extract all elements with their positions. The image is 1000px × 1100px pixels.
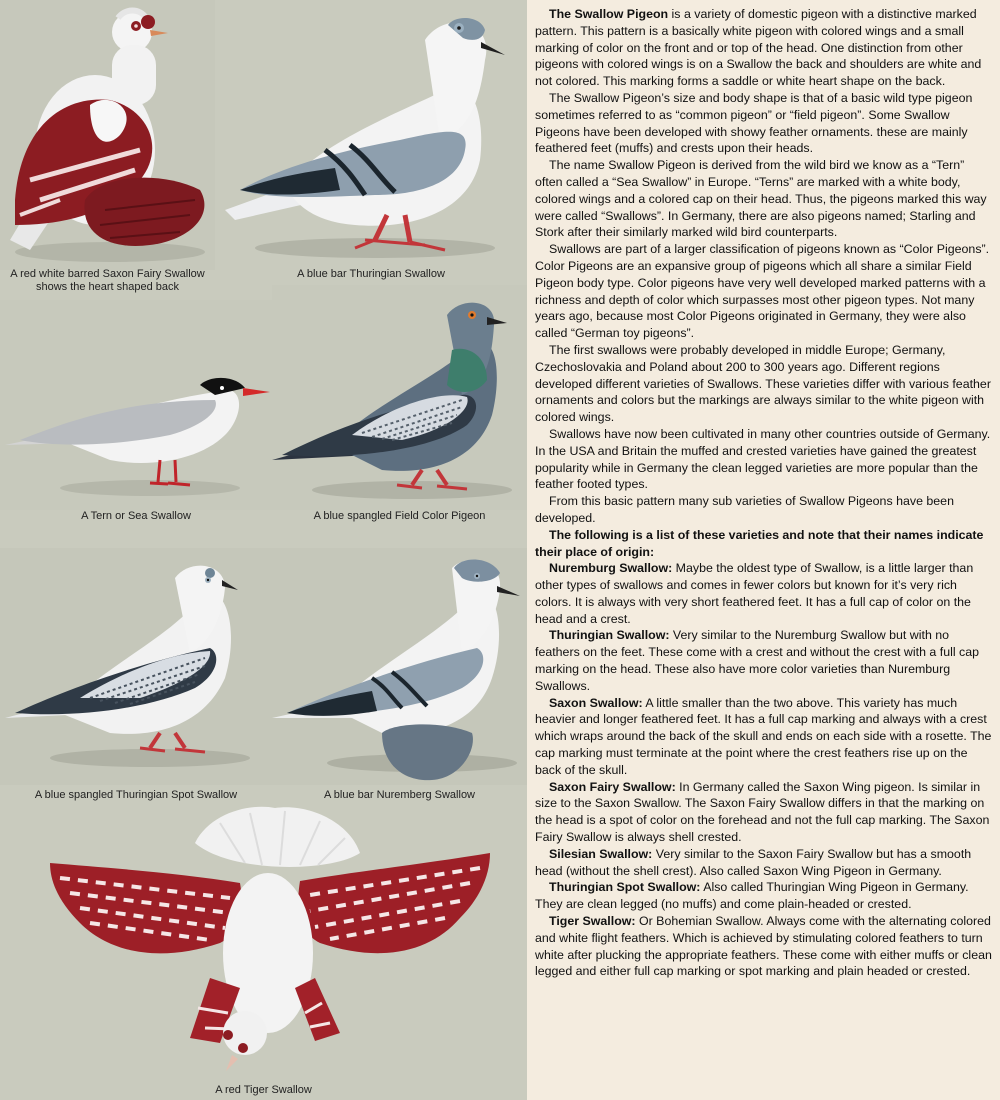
paragraph-intro bbox=[535, 6, 995, 90]
caption-field-color-pigeon: A blue spangled Field Color Pigeon bbox=[313, 510, 486, 522]
variety-desc: A little smaller than the two above. This variety has much heavier and longer feathered feet. It has a full cap marking and always with a crest which wraps around the back of the skull and ends on each side with a rosette. The cap marking must terminate at the point where the crest feathers rise up on the back of the skull. bbox=[535, 695, 992, 777]
illustration-thuringian-spot-swallow bbox=[0, 548, 272, 785]
variety-tiger bbox=[535, 913, 995, 980]
illustration-saxon-fairy-swallow bbox=[0, 0, 215, 270]
paragraph-sub-varieties: From this basic pattern many sub varieties of Swallow Pigeons have been developed. bbox=[535, 494, 954, 525]
caption-thuringian-swallow: A blue bar Thuringian Swallow bbox=[297, 268, 445, 280]
article-text bbox=[535, 6, 995, 1096]
illustration-tern bbox=[0, 300, 272, 510]
variety-thuringian bbox=[535, 627, 995, 694]
caption-tiger-swallow: A red Tiger Swallow bbox=[215, 1084, 312, 1096]
variety-desc: Also called Thuringian Wing Pigeon in Germany. They are clean legged (no muffs) and come plain-headed or crested. bbox=[535, 880, 969, 912]
list-intro-bold: The following is a list of these varieties and note that their names indicate their place of origin: bbox=[535, 527, 984, 559]
variety-desc: Or Bohemian Swallow. Always come with the alternating colored and white flight feathers. Which is achieved by stimulating colored feathers to turn white after plucking the appropriate feathers. These come with either muffs or clean legged and either full cap marking or spot marking and plain headed or crested. bbox=[535, 914, 992, 979]
variety-thuringian-spot bbox=[535, 879, 995, 913]
variety-silesian bbox=[535, 846, 995, 880]
caption-thuringian-spot-swallow: A blue spangled Thuringian Spot Swallow bbox=[34, 789, 238, 801]
paragraph-size: The Swallow Pigeon’s size and body shape is that of a basic wild type pigeon sometimes referred to as “common pigeon” or “field pigeon”. Some Swallow Pigeons have been developed with showy feather ornaments. these are mainly feathered feet (muffs) and crests upon their heads. bbox=[535, 90, 973, 156]
illustration-tiger-swallow bbox=[0, 803, 527, 1078]
illustration-nuremberg-swallow bbox=[272, 548, 527, 785]
variety-desc: Very similar to the Saxon Fairy Swallow but has a smooth head (without the shell crest). Also called Saxon Wing Pigeon in Germany. bbox=[535, 846, 972, 878]
paragraph-name-origin: The name Swallow Pigeon is derived from the wild bird we know as a “Tern” often called a “Sea Swallow” in Europe. “Terns” are marked with a white body, colored wings and a colored cap on their head. Thus, the pigeons marked this way were called “Swallows”. In Germany, there are also pigeons named; Starling and Stork after their similarly marked wild bird counterparts. bbox=[535, 158, 987, 240]
paragraph-cultivation: Swallows have now been cultivated in many other countries outside of Germany. In the USA and Britain the muffed and crested varieties have gained the greatest popularity while in Germany the clean legged varieties are more popular than the feather footed types. bbox=[535, 426, 991, 492]
paragraph-list-intro bbox=[535, 527, 995, 561]
caption-saxon-fairy-swallow-line2: shows the heart shaped back bbox=[35, 281, 180, 293]
caption-nuremberg-swallow: A blue bar Nuremberg Swallow bbox=[323, 789, 476, 801]
variety-name: Silesian Swallow: bbox=[549, 846, 653, 861]
paragraph-color-pigeons: Swallows are part of a larger classification of pigeons known as “Color Pigeons”. Color Pigeons are an expansive group of pigeons which all share a similar Field Pigeon body type. Color pigeons have very well developed marked patterns with a richness and depth of color which surpasses most other pigeon types. Not many years ago, because most Color Pigeons originated in Germany, they were also called “German toy pigeons”. bbox=[535, 242, 990, 341]
variety-name: Saxon Fairy Swallow: bbox=[549, 779, 676, 794]
caption-saxon-fairy-swallow-line1: A red white barred Saxon Fairy Swallow bbox=[10, 268, 205, 280]
variety-saxon-fairy bbox=[535, 779, 995, 846]
variety-desc: Very similar to the Nuremburg Swallow but with no feathers on the feet. These come with a crest and without the crest with a full cap marking on the head. These also have more color varieties than Nuremburg Swallows. bbox=[535, 628, 980, 693]
variety-name: Saxon Swallow: bbox=[549, 695, 643, 710]
variety-saxon bbox=[535, 695, 995, 779]
intro-lead: The Swallow Pigeon bbox=[549, 7, 669, 21]
variety-desc: In Germany called the Saxon Wing pigeon. Is similar in size to the Saxon Swallow. The Saxon Fairy Swallow differs in that the marking on the head is a spot of color on the forehead and not the full cap marking. The Saxon Fairy Swallow is always shell crested. bbox=[535, 779, 990, 845]
variety-name: Thuringian Spot Swallow: bbox=[549, 880, 701, 895]
variety-name: Nuremburg Swallow: bbox=[549, 561, 673, 576]
variety-name: Tiger Swallow: bbox=[549, 914, 636, 929]
paragraph-history: The first swallows were probably developed in middle Europe; Germany, Czechoslovakia and Poland about 200 to 300 years ago. Different regions developed different varieties of Swallows. These varieties differ with various feather ornaments and colors but the markings are always similar to the white pigeon with colored wings. bbox=[535, 342, 991, 425]
illustration-thuringian-swallow bbox=[215, 0, 527, 270]
variety-nuremburg bbox=[535, 560, 995, 627]
illustration-field-color-pigeon bbox=[272, 285, 527, 510]
variety-name: Thuringian Swallow: bbox=[549, 628, 670, 643]
variety-desc: Maybe the oldest type of Swallow, is a little larger than other types of swallows and comes in fewer colors but known for it’s very rich colors. It is always with very short feathered feet. It has a full cap of color on the head and a crest. bbox=[535, 561, 974, 626]
intro-text: is a variety of domestic pigeon with a distinctive marked pattern. This pattern is a basically white pigeon with colored wings and a small marking of color on the front and or top of the head. One distinction from other pigeons with colored wings is on a Swallow the back and shoulders are white and not colored. This marking forms a saddle or white heart shape on the back. bbox=[535, 7, 982, 89]
caption-tern: A Tern or Sea Swallow bbox=[81, 510, 191, 522]
